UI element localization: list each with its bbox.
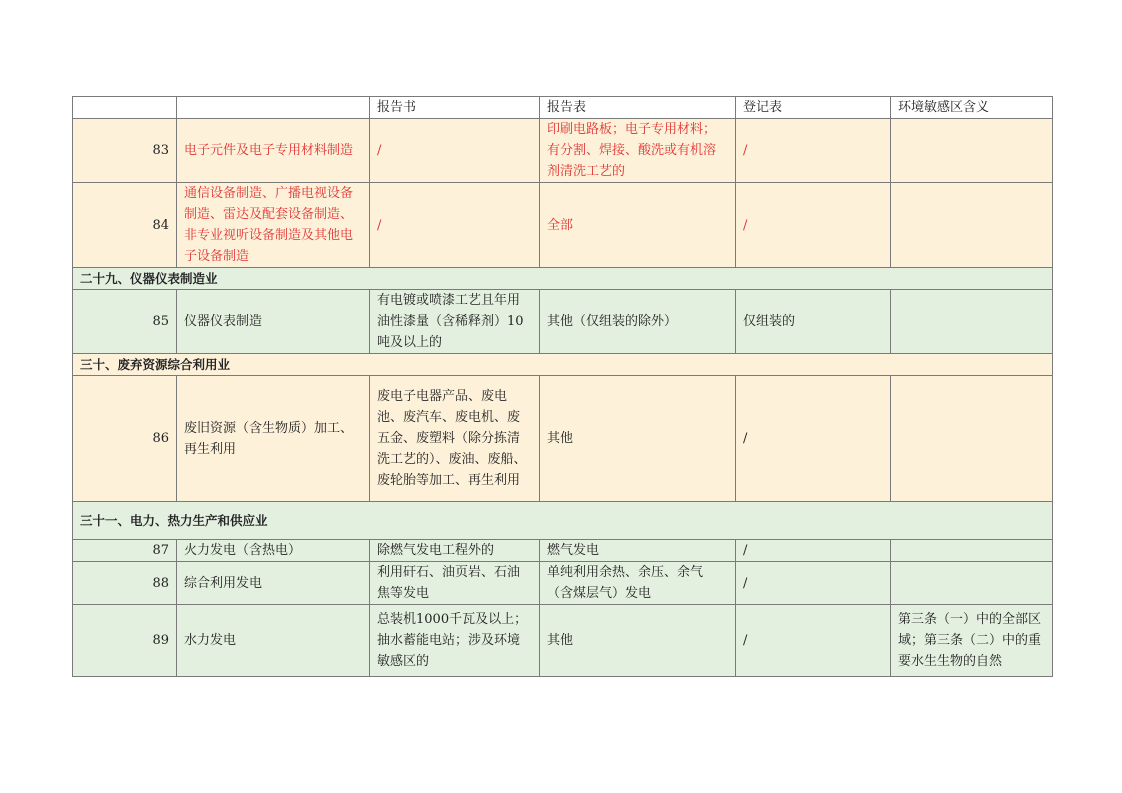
sensitive-cell — [891, 290, 1053, 354]
sensitive-cell — [891, 562, 1053, 605]
sensitive-cell — [891, 183, 1053, 268]
row-number: 87 — [73, 540, 177, 562]
table-row — [73, 605, 1053, 677]
section-title: 三十一、电力、热力生产和供应业 — [73, 502, 1053, 540]
industry-name: 通信设备制造、广播电视设备制造、雷达及配套设备制造、非专业视听设备制造及其他电子设备制造 — [177, 183, 370, 268]
header-register-form: 登记表 — [736, 97, 891, 119]
table-row — [73, 290, 1053, 354]
header-sensitive-area: 环境敏感区含义 — [891, 97, 1053, 119]
report-book-cell: / — [370, 119, 540, 183]
report-form-cell: 单纯利用余热、余压、余气（含煤层气）发电 — [540, 562, 736, 605]
register-cell: / — [736, 605, 891, 677]
register-cell: / — [736, 183, 891, 268]
header-report-book: 报告书 — [370, 97, 540, 119]
table-row — [73, 376, 1053, 502]
section-title: 二十九、仪器仪表制造业 — [73, 268, 1053, 290]
report-book-cell: 总装机1000千瓦及以上；抽水蓄能电站；涉及环境敏感区的 — [370, 605, 540, 677]
row-number: 85 — [73, 290, 177, 354]
register-cell: / — [736, 540, 891, 562]
report-form-cell: 其他（仅组装的除外） — [540, 290, 736, 354]
section-title: 三十、废弃资源综合利用业 — [73, 354, 1053, 376]
regulation-table — [72, 96, 1053, 677]
report-form-cell: 其他 — [540, 376, 736, 502]
row-number: 89 — [73, 605, 177, 677]
sensitive-cell — [891, 119, 1053, 183]
section-row — [73, 354, 1053, 376]
industry-name: 废旧资源（含生物质）加工、再生利用 — [177, 376, 370, 502]
row-number: 86 — [73, 376, 177, 502]
report-form-cell: 其他 — [540, 605, 736, 677]
register-cell: / — [736, 376, 891, 502]
report-book-cell: 除燃气发电工程外的 — [370, 540, 540, 562]
register-cell: 仅组装的 — [736, 290, 891, 354]
header-cell — [177, 97, 370, 119]
industry-name: 水力发电 — [177, 605, 370, 677]
table-header-row — [73, 97, 1053, 119]
sensitive-cell — [891, 540, 1053, 562]
header-report-form: 报告表 — [540, 97, 736, 119]
report-form-cell: 全部 — [540, 183, 736, 268]
industry-name: 仪器仪表制造 — [177, 290, 370, 354]
sensitive-cell — [891, 376, 1053, 502]
report-form-cell: 印刷电路板；电子专用材料；有分割、焊接、酸洗或有机溶剂清洗工艺的 — [540, 119, 736, 183]
row-number: 83 — [73, 119, 177, 183]
industry-name: 火力发电（含热电） — [177, 540, 370, 562]
report-form-cell: 燃气发电 — [540, 540, 736, 562]
section-row — [73, 268, 1053, 290]
register-cell: / — [736, 119, 891, 183]
register-cell: / — [736, 562, 891, 605]
industry-name: 电子元件及电子专用材料制造 — [177, 119, 370, 183]
table-row — [73, 540, 1053, 562]
table-row — [73, 119, 1053, 183]
table-row — [73, 183, 1053, 268]
report-book-cell: / — [370, 183, 540, 268]
header-cell — [73, 97, 177, 119]
report-book-cell: 废电子电器产品、废电池、废汽车、废电机、废五金、废塑料（除分拣清洗工艺的）、废油、废船、废轮胎等加工、再生利用 — [370, 376, 540, 502]
section-row — [73, 502, 1053, 540]
report-book-cell: 有电镀或喷漆工艺且年用油性漆量（含稀释剂）10吨及以上的 — [370, 290, 540, 354]
row-number: 88 — [73, 562, 177, 605]
industry-name: 综合利用发电 — [177, 562, 370, 605]
report-book-cell: 利用矸石、油页岩、石油焦等发电 — [370, 562, 540, 605]
sensitive-cell: 第三条（一）中的全部区域；第三条（二）中的重要水生生物的自然 — [891, 605, 1053, 677]
table-row — [73, 562, 1053, 605]
row-number: 84 — [73, 183, 177, 268]
